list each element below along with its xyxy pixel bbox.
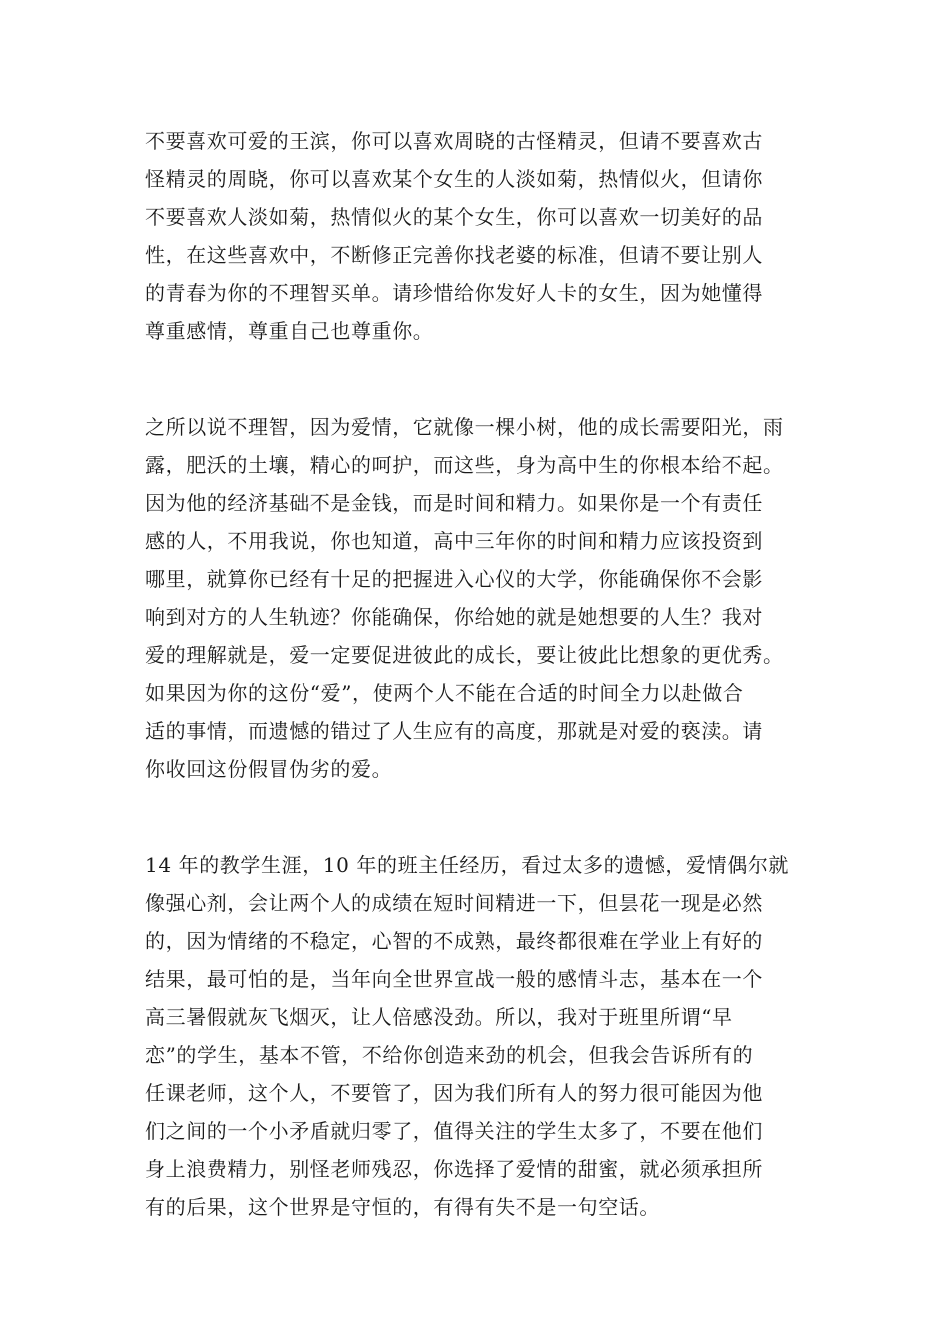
text-line: 哪里，就算你已经有十足的把握进入心仪的大学，你能确保你不会影 bbox=[145, 567, 763, 591]
text-line: 们之间的一个小矛盾就归零了，值得关注的学生太多了，不要在他们 bbox=[145, 1119, 763, 1143]
text-line: 的青春为你的不理智买单。请珍惜给你发好人卡的女生，因为她懂得 bbox=[145, 281, 763, 305]
text-line: 不要喜欢可爱的王滨，你可以喜欢周晓的古怪精灵，但请不要喜欢古 bbox=[145, 129, 763, 153]
text-line: 像强心剂，会让两个人的成绩在短时间精进一下，但昙花一现是必然 bbox=[145, 891, 763, 915]
text-line: 身上浪费精力，别怪老师残忍，你选择了爱情的甜蜜，就必须承担所 bbox=[145, 1157, 763, 1181]
text-line: 性，在这些喜欢中，不断修正完善你找老婆的标准，但请不要让别人 bbox=[145, 243, 763, 267]
text-line: 任课老师，这个人，不要管了，因为我们所有人的努力很可能因为他 bbox=[145, 1081, 763, 1105]
text-line: 14 年的教学生涯，10 年的班主任经历，看过太多的遗憾，爱情偶尔就 bbox=[145, 853, 790, 877]
text-line: 有的后果，这个世界是守恒的，有得有失不是一句空话。 bbox=[145, 1195, 660, 1219]
text-line: 尊重感情，尊重自己也尊重你。 bbox=[145, 319, 434, 343]
paragraph-2 bbox=[145, 408, 820, 788]
text-line: 怪精灵的周晓，你可以喜欢某个女生的人淡如菊，热情似火，但请你 bbox=[145, 167, 763, 191]
text-line: 高三暑假就灰飞烟灭，让人倍感没劲。所以，我对于班里所谓“早 bbox=[145, 1005, 733, 1029]
paragraph-3 bbox=[145, 846, 820, 1226]
text-line: 感的人，不用我说，你也知道，高中三年你的时间和精力应该投资到 bbox=[145, 529, 763, 553]
document-body bbox=[145, 122, 820, 1284]
text-line: 如果因为你的这份“爱”，使两个人不能在合适的时间全力以赴做合 bbox=[145, 681, 744, 705]
text-line: 露，肥沃的土壤，精心的呵护，而这些，身为高中生的你根本给不起。 bbox=[145, 453, 784, 477]
text-line: 不要喜欢人淡如菊，热情似火的某个女生，你可以喜欢一切美好的品 bbox=[145, 205, 763, 229]
text-line: 的，因为情绪的不稳定，心智的不成熟，最终都很难在学业上有好的 bbox=[145, 929, 763, 953]
text-line: 响到对方的人生轨迹？你能确保，你给她的就是她想要的人生？我对 bbox=[145, 605, 763, 629]
text-line: 你收回这份假冒伪劣的爱。 bbox=[145, 757, 393, 781]
paragraph-1 bbox=[145, 122, 820, 350]
text-line: 因为他的经济基础不是金钱，而是时间和精力。如果你是一个有责任 bbox=[145, 491, 763, 515]
text-line: 爱的理解就是，爱一定要促进彼此的成长，要让彼此比想象的更优秀。 bbox=[145, 643, 784, 667]
text-line: 恋”的学生，基本不管，不给你创造来劲的机会，但我会告诉所有的 bbox=[145, 1043, 754, 1067]
text-line: 结果，最可怕的是，当年向全世界宣战一般的感情斗志，基本在一个 bbox=[145, 967, 763, 991]
text-line: 适的事情，而遗憾的错过了人生应有的高度，那就是对爱的亵渎。请 bbox=[145, 719, 763, 743]
text-line: 之所以说不理智，因为爱情，它就像一棵小树，他的成长需要阳光，雨 bbox=[145, 415, 784, 439]
